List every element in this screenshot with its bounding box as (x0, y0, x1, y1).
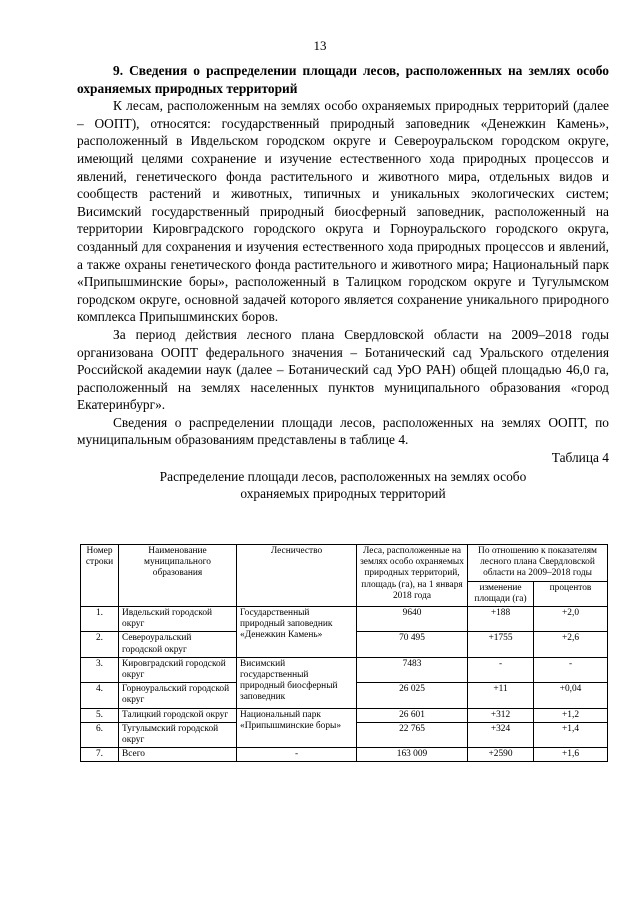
municipality-name: Ивдельский городской округ (119, 607, 237, 632)
percent-value: +2,0 (534, 607, 608, 632)
header-municipality: Наименование муниципального образования (119, 545, 237, 607)
paragraph-table-intro: Сведения о распределении площади лесов, расположенных на землях ООПТ, по муниципальным образованиям представлены в таблице 4. (77, 414, 609, 448)
change-value: +324 (468, 722, 534, 747)
percent-value: - (534, 657, 608, 682)
forestry-name: Государственный природный заповедник «Денежкин Камень» (237, 607, 357, 658)
forestry-name: - (237, 748, 357, 762)
change-value: - (468, 657, 534, 682)
header-row-number: Номер строки (81, 545, 119, 607)
document-body (77, 62, 609, 503)
area-value: 70 495 (357, 632, 468, 657)
header-relative: По отношению к показателям лесного плана Свердловской области на 2009–2018 годы (468, 545, 608, 582)
paragraph-protected-areas: К лесам, расположенным на землях особо охраняемых природных территорий (далее – ООПТ), относятся: государственный природный заповедник «Денежкин Камень», расположенный в Ивдельском городском округе и Североуральском городском округе, имеющий целями сохранение и изучение естественного хода природных процессов и явлений, генетического фонда растительного и животного мира, отдельных видов и сообществ растений и животных, типичных и уникальных экологических систем; Висимский государственный природный биосферный заповедник, расположенный на территории Кировградского городского округа и Горноуральского городского округа, созданный для сохранения и изучения естественного хода природных процессов и явлений, а также охраны генетического фонда растительного и животного мира; Национальный парк «Припышминские боры», расположенный в Талицком городском округе и Тугулымском городском округе, основной задачей которого является сохранение уникального природного комплекса Припышминских боров. (77, 98, 609, 325)
row-number: 3. (81, 657, 119, 682)
forestry-name: Национальный парк «Припышминские боры» (237, 708, 357, 748)
area-value: 163 009 (357, 748, 468, 762)
header-area: Леса, расположенные на землях особо охраняемых природных территорий, площадь (га), на 1 января 2018 года (357, 545, 468, 607)
row-number: 2. (81, 632, 119, 657)
percent-value: +2,6 (534, 632, 608, 657)
row-number: 1. (81, 607, 119, 632)
municipality-name: Североуральский городской округ (119, 632, 237, 657)
table-title: Распределение площади лесов, расположенных на землях особо охраняемых природных территорий (159, 468, 527, 502)
table-row (81, 607, 608, 632)
forest-area-table (80, 544, 608, 762)
municipality-name: Тугулымский городской округ (119, 722, 237, 747)
table-total-row (81, 748, 608, 762)
table-row (81, 708, 608, 722)
total-label: Всего (119, 748, 237, 762)
municipality-name: Талицкий городской округ (119, 708, 237, 722)
header-forestry: Лесничество (237, 545, 357, 607)
row-number: 7. (81, 748, 119, 762)
table-label: Таблица 4 (551, 450, 609, 466)
change-value: +2590 (468, 748, 534, 762)
municipality-name: Кировградский городской округ (119, 657, 237, 682)
paragraph-botanical-garden: За период действия лесного плана Свердловской области на 2009–2018 годы организована ООПТ федерального значения – Ботанический сад Уральского отделения Российской академии наук (далее – Ботанический сад УрО РАН) общей площадью 46,0 га, расположенный на землях населенных пунктов муниципального образования «город Екатеринбург». (77, 326, 609, 413)
percent-value: +0,04 (534, 683, 608, 708)
row-number: 5. (81, 708, 119, 722)
change-value: +312 (468, 708, 534, 722)
section-heading: 9. Сведения о распределении площади лесов, расположенных на землях особо охраняемых природных территорий (77, 63, 609, 96)
percent-value: +1,2 (534, 708, 608, 722)
change-value: +1755 (468, 632, 534, 657)
area-value: 7483 (357, 657, 468, 682)
change-value: +188 (468, 607, 534, 632)
change-value: +11 (468, 683, 534, 708)
header-change-ha: изменение площади (га) (468, 581, 534, 606)
municipality-name: Горноуральский городской округ (119, 683, 237, 708)
table-row (81, 657, 608, 682)
area-value: 26 025 (357, 683, 468, 708)
area-value: 9640 (357, 607, 468, 632)
percent-value: +1,4 (534, 722, 608, 747)
area-value: 26 601 (357, 708, 468, 722)
row-number: 4. (81, 683, 119, 708)
row-number: 6. (81, 722, 119, 747)
page-number: 13 (313, 38, 327, 53)
percent-value: +1,6 (534, 748, 608, 762)
area-value: 22 765 (357, 722, 468, 747)
header-percent: процентов (534, 581, 608, 606)
forestry-name: Висимский государственный природный биосферный заповедник (237, 657, 357, 708)
